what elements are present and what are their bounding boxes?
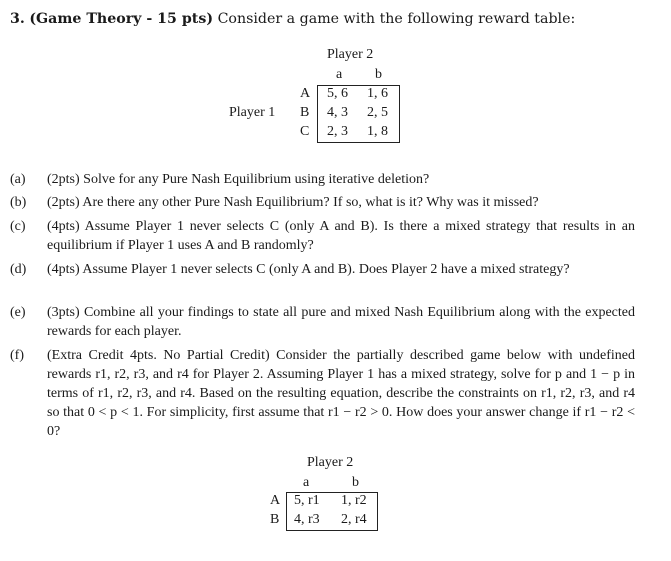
table2-col-b: b [352,475,359,490]
table2-row-b-label: B [270,512,280,527]
part-text: (4pts) Assume Player 1 never selects C (only A and B). Does Player 2 have a mixed strategy? [47,262,570,277]
table2-row-a-label: A [270,493,281,508]
question-number: 3. [10,11,25,27]
table2-cell-a-a: 5, r1 [294,493,320,508]
table1-cell-b-a: 4, 3 [327,105,348,120]
table2-cell-b-a: 4, r3 [294,512,320,527]
table2-top-border [286,492,378,493]
table1-col-a: a [336,67,343,82]
part-label: (d) [10,262,27,277]
question-title: (Game Theory - 15 pts) [29,11,214,27]
table1-col-b: b [375,67,382,82]
table1-row-b-label: B [300,105,310,120]
part-label: (f) [10,348,24,363]
table1-cell-a-a: 5, 6 [327,86,348,101]
table2-right-border [377,492,378,531]
part-text: (4pts) Assume Player 1 never selects C (only A and B). Is there a mixed strategy that results in an equilibrium if Player 1 uses A and B randomly? [47,219,635,253]
part-label: (b) [10,195,27,210]
part-text: (2pts) Solve for any Pure Nash Equilibrium using iterative deletion? [47,172,430,187]
table1-row-player: Player 1 [229,105,276,120]
table1-row-c-label: C [300,124,310,139]
table2-bottom-border [286,530,378,531]
question-intro: Consider a game with the following reward table: [217,11,576,27]
table2-cell-b-b: 2, r4 [341,512,367,527]
part-text: (Extra Credit 4pts. No Partial Credit) Consider the partially described game below with undefined rewards r1, r2, r3, and r4 for Player 2. Assuming Player 1 has a mixed strategy, solve for p and 1 − p in terms of r1, r2, r3, and r4. Based on the resulting equation, describe the constraints on r1, r2, r3, and r4 so that 0 < p < 1. For simplicity, first assume that r1 − r2 > 0. How does your answer change if r1 − r2 < 0? [47,348,635,439]
part-text: (2pts) Are there any other Pure Nash Equilibrium? If so, what is it? Why was it missed? [47,195,539,210]
part-label: (a) [10,172,26,187]
table1-cell-b-b: 2, 5 [367,105,388,120]
table2-col-player: Player 2 [307,455,354,470]
part-text: (3pts) Combine all your findings to state all pure and mixed Nash Equilibrium along with the expected rewards for each player. [47,305,635,339]
table2-col-a: a [303,475,310,490]
part-label: (c) [10,219,26,234]
table1-cell-a-b: 1, 6 [367,86,388,101]
table2-cell-a-b: 1, r2 [341,493,367,508]
table1-cell-c-a: 2, 3 [327,124,348,139]
table1-row-a-label: A [300,86,311,101]
table1-cell-c-b: 1, 8 [367,124,388,139]
table2-left-border [286,492,287,531]
table1-col-player: Player 2 [327,47,374,62]
part-label: (e) [10,305,26,320]
